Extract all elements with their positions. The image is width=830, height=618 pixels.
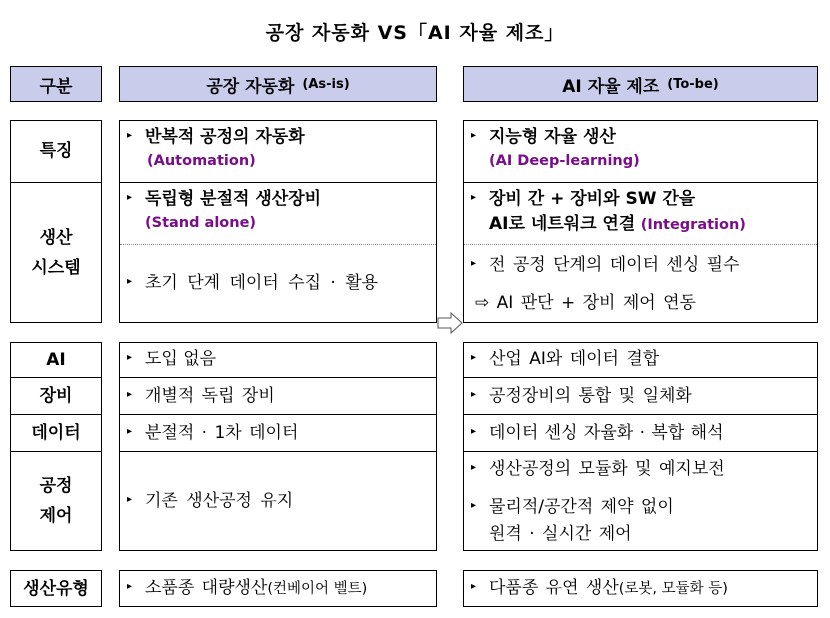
header-category-label: 구분 (39, 76, 73, 97)
page-title: 공장 자동화 VS「AI 자율 제조」 (265, 22, 565, 44)
header-to-be (463, 66, 818, 102)
ai-as-is: ▸ 도입 없음 (127, 349, 217, 369)
header-to-be-sub: (To-be) (667, 76, 719, 92)
label-process-control: 공정 제어 (39, 476, 73, 526)
data-as-is: ▸ 분절적 · 1차 데이터 (127, 423, 299, 443)
header-as-is (119, 66, 437, 102)
as-is-group2 (119, 342, 437, 551)
label-ai: AI (46, 349, 66, 370)
label-production-type: 생산유형 (10, 570, 102, 607)
ai-to-be: ▸ 산업 AI와 데이터 결합 (471, 349, 660, 369)
type-as-is: ▸ 소품종 대량생산(컨베이어 벨트) (127, 578, 368, 598)
label-feature: 특징 (39, 141, 73, 161)
data-to-be: ▸ 데이터 센싱 자율화 · 복합 해석 (471, 423, 724, 443)
label-production-system: 생산 시스템 (31, 227, 81, 278)
header-as-is-sub: (As-is) (302, 76, 350, 92)
system-as-is-2: ▸ 초기 단계 데이터 수집 · 활용 (127, 273, 379, 293)
feature-to-be: ▸ 지능형 자율 생산 (AI Deep-learning) (471, 127, 640, 169)
header-as-is-label: 공장 자동화 (206, 76, 295, 97)
system-to-be-2: ▸ 전 공정 단계의 데이터 센싱 필수 (471, 255, 740, 275)
label-equipment: 장비 (39, 385, 73, 406)
system-to-be-1: ▸ 장비 간 + 장비와 SW 간을 AI로 네트워크 연결 (Integration) (471, 189, 746, 234)
feature-as-is: ▸ 반복적 공정의 자동화 (Automation) (127, 127, 305, 169)
equipment-to-be: ▸ 공정장비의 통합 및 일체화 (471, 386, 692, 406)
system-as-is-1: ▸ 독립형 분절적 생산장비 (Stand alone) (127, 189, 322, 231)
process-to-be-1: ▸ 생산공정의 모듈화 및 예지보전 (471, 459, 725, 479)
system-to-be-3: ⇨ AI 판단 + 장비 제어 연동 (475, 293, 696, 313)
type-to-be: ▸ 다품종 유연 생산(로봇, 모듈화 등) (471, 578, 728, 598)
header-to-be-label: AI 자율 제조 (562, 76, 660, 97)
arrow-right-icon (437, 312, 464, 334)
process-to-be-2: ▸ 물리적/공간적 제약 없이 원격 · 실시간 제어 (471, 497, 674, 544)
header-category (10, 66, 102, 102)
label-data: 데이터 (31, 422, 81, 443)
equipment-as-is: ▸ 개별적 독립 장비 (127, 386, 275, 406)
process-as-is: ▸ 기존 생산공정 유지 (127, 491, 294, 511)
